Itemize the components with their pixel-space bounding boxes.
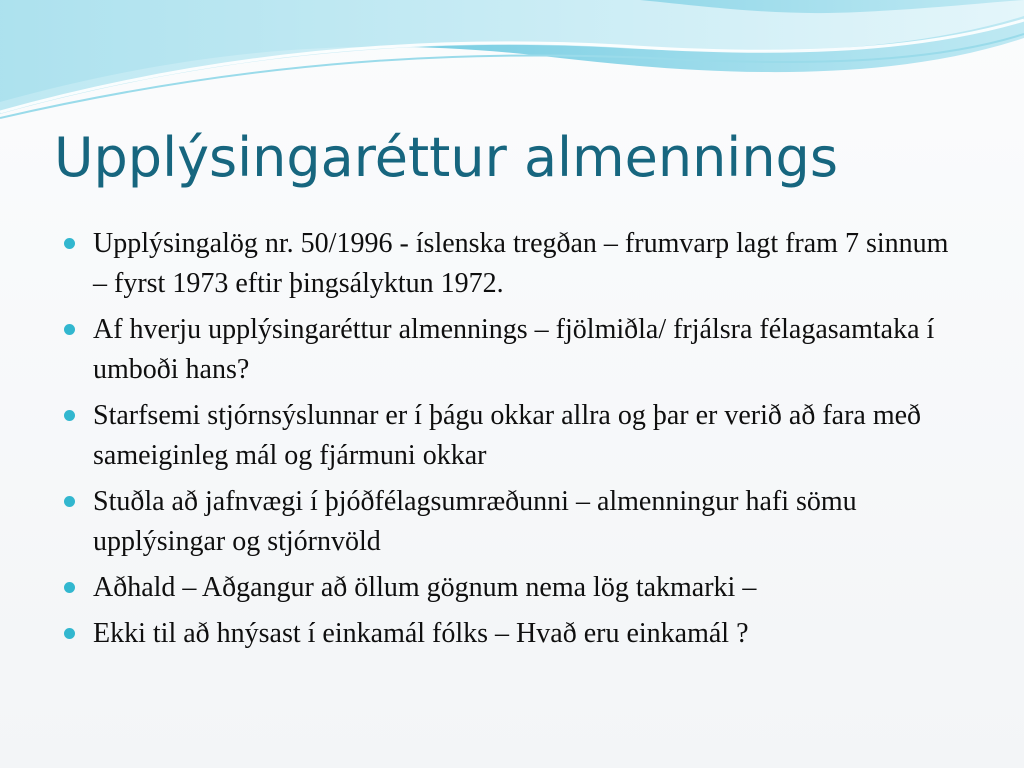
bullet-item-6 — [64, 614, 964, 654]
bullet-marker-icon — [64, 324, 75, 335]
bullet-item-1 — [64, 224, 964, 304]
bullet-text: Upplýsingalög nr. 50/1996 - íslenska tregðan – frumvarp lagt fram 7 sinnum – fyrst 1973 eftir þingsályktun 1972. — [93, 228, 949, 299]
bullet-marker-icon — [64, 410, 75, 421]
bullet-marker-icon — [64, 496, 75, 507]
bullet-text: Ekki til að hnýsast í einkamál fólks – Hvað eru einkamál ? — [93, 618, 749, 649]
bullet-item-4 — [64, 482, 964, 562]
slide-title: Upplýsingaréttur almennings — [54, 126, 838, 189]
bullet-text: Stuðla að jafnvægi í þjóðfélagsumræðunni – almenningur hafi sömu upplýsingar og stjórnvöld — [93, 486, 857, 557]
bullet-marker-icon — [64, 238, 75, 249]
bullet-list — [64, 224, 964, 660]
decorative-wave-header — [0, 0, 1024, 140]
bullet-item-2 — [64, 310, 964, 390]
bullet-item-3 — [64, 396, 964, 476]
bullet-text: Aðhald – Aðgangur að öllum gögnum nema lög takmarki – — [93, 572, 757, 603]
bullet-marker-icon — [64, 582, 75, 593]
bullet-text: Af hverju upplýsingaréttur almennings – fjölmiðla/ frjálsra félagasamtaka í umboði hans? — [93, 314, 935, 385]
bullet-marker-icon — [64, 628, 75, 639]
bullet-item-5 — [64, 568, 964, 608]
bullet-text: Starfsemi stjórnsýslunnar er í þágu okkar allra og þar er verið að fara með sameiginleg mál og fjármuni okkar — [93, 400, 922, 471]
